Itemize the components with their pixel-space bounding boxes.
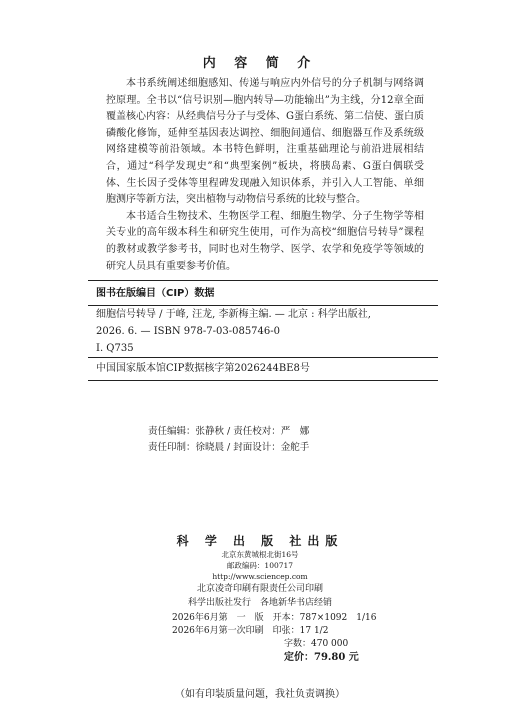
publisher-postcode: 邮政编码：100717 xyxy=(226,561,294,570)
credits-printing: 责任印制：徐晓晨 / 封面设计：金舵手 xyxy=(148,442,310,453)
cip-number: 中国国家版本馆CIP数据核字第2026244BE8号 xyxy=(96,363,310,374)
impression-line: 2026年6月第一次印刷 印张：17 1/2 xyxy=(172,626,329,636)
quality-note: （如有印装质量问题，我社负责调换） xyxy=(175,689,345,700)
credits-editor: 责任编辑：张静秋 / 责任校对：严 娜 xyxy=(148,426,310,437)
printer: 北京凌奇印刷有限责任公司印刷 xyxy=(196,584,323,594)
print-info-right xyxy=(284,638,359,664)
cip-heading: 图书在版编目（CIP）数据 xyxy=(96,288,215,299)
cip-line-3: Ⅰ. Q735 xyxy=(96,343,134,354)
cip-line-2: 2026. 6. — ISBN 978-7-03-085746-0 xyxy=(96,326,281,337)
publisher-block xyxy=(0,532,520,610)
word-count: 字数：470 000 xyxy=(284,639,349,649)
publisher-website: http://www.sciencep.com xyxy=(212,572,308,581)
price: 定价：79.80 元 xyxy=(284,652,359,663)
cip-bottom-rule xyxy=(88,380,438,381)
page-title: 内 容 简 介 xyxy=(202,56,318,71)
credits xyxy=(148,424,309,456)
print-info xyxy=(172,612,376,638)
summary-paragraph-1: 本书系统阐述细胞感知、传递与响应内外信号的分子机制与网络调控原理。全书以“信号识别—胞内转导—功能输出”为主线，分12章全面覆盖核心内容：从经典信号分子与受体、G蛋白系统、第二信使、蛋白质磷酸化修饰，延伸至基因表达调控、细胞间通信、细胞器互作及系统级网络建模等前沿领域。本书特色鲜明，注重基础理论与前沿进展相结合，通过“科学发现史”和“典型案例”板块，将胰岛素、G蛋白偶联受体、生长因子受体等里程碑发现融入知识体系，并引入人工智能、单细胞测序等新方法，突出植物与动物信号系统的比较与整合。 xyxy=(106,78,424,206)
publisher-name: 科 学 出 版 社出版 xyxy=(176,534,344,548)
distribution: 科学出版社发行 各地新华书店经销 xyxy=(187,598,332,608)
summary-paragraph-2: 本书适合生物技术、生物医学工程、细胞生物学、分子生物学等相关专业的高年级本科生和研究生使用，可作为高校“细胞信号转导”课程的教材或教学参考书，同时也对生物学、医学、农学和免疫学等领域的研究人员具有重要参考价值。 xyxy=(106,210,424,272)
publisher-address: 北京东黄城根北街16号 xyxy=(221,550,299,559)
cip-block xyxy=(88,280,438,381)
cip-line-1: 细胞信号转导 / 于峰, 汪龙, 李新梅主编. — 北京 : 科学出版社, xyxy=(96,309,371,320)
content-summary xyxy=(106,76,424,275)
edition-line: 2026年6月第 一 版 开本：787×1092 1/16 xyxy=(172,613,377,623)
